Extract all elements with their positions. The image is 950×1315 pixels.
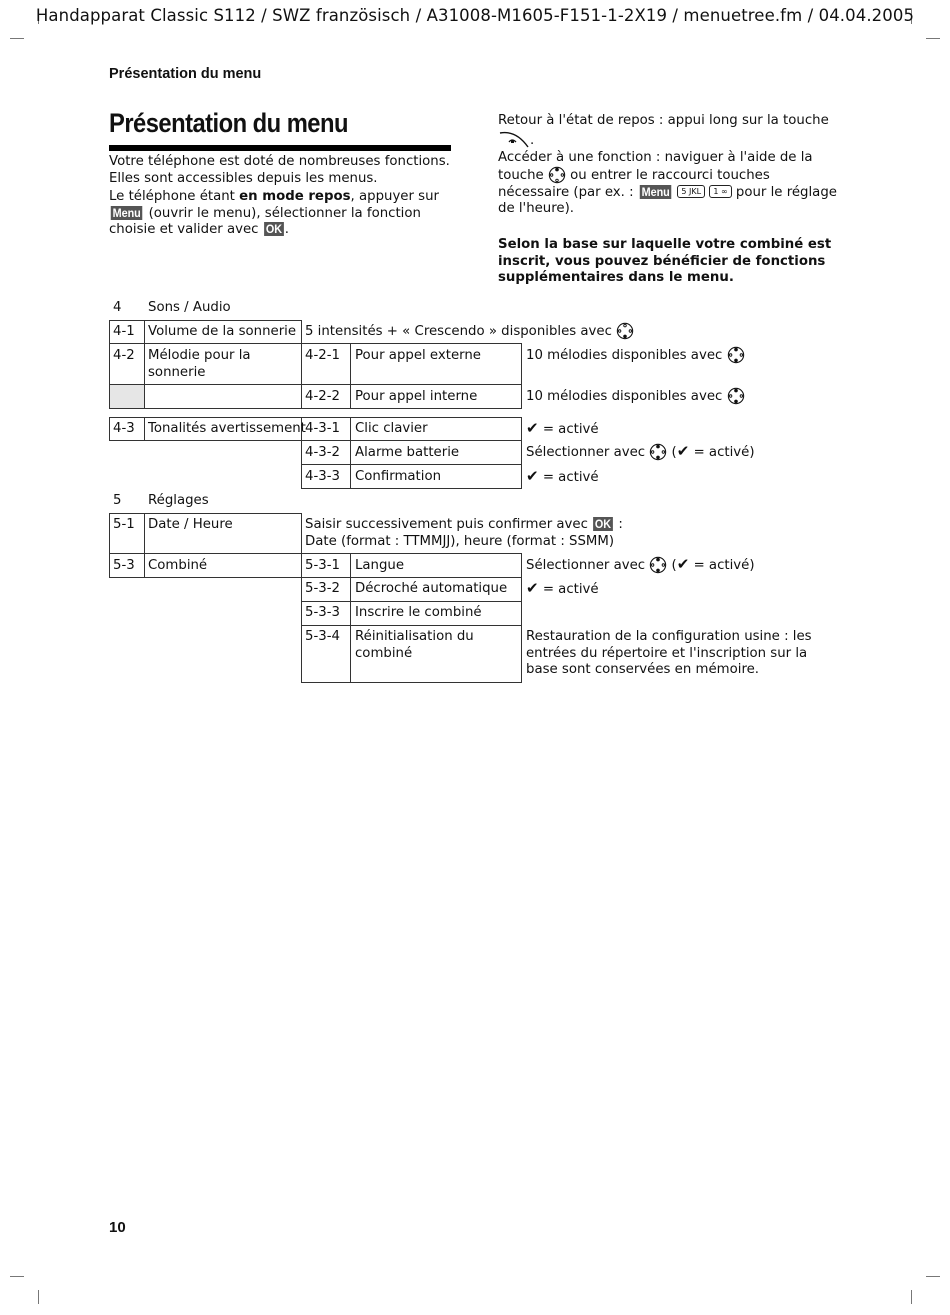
menu-4-3-3-desc: ✔ = activé <box>526 467 599 485</box>
menu-4-3-label: Tonalités avertissement <box>148 421 306 436</box>
menu-5-1-label: Date / Heure <box>148 517 233 532</box>
menu-4-2-1-number: 4-2-1 <box>305 348 340 363</box>
crop-mark <box>38 1290 39 1304</box>
menu-4-3-1-desc: ✔ = activé <box>526 419 599 437</box>
intro-text-2: Le téléphone étant en mode repos, appuyer sur Menu (ouvrir le menu), sélectionner la fonction choisie et valider avec OK . <box>109 189 440 238</box>
key-5-icon: 5 JKL <box>677 185 705 198</box>
check-icon: ✔ <box>676 555 690 573</box>
menu-key-icon: Menu <box>641 184 670 199</box>
menu-4-3-1-label: Clic clavier <box>355 421 428 436</box>
menu-5-1-number: 5-1 <box>113 517 135 532</box>
menu-4-2-1-label: Pour appel externe <box>355 348 481 363</box>
key-1-icon: 1 ∞ <box>709 185 731 198</box>
menu-5-3-3-number: 5-3-3 <box>305 605 340 620</box>
menu-5-3-1-label: Langue <box>355 558 405 573</box>
menu-4-2-1-desc: 10 mélodies disponibles avec <box>526 346 745 365</box>
function-access-text: Accéder à une fonction : naviguer à l'aide de la touche ou entrer le raccourci touches nécessaire (par ex. : Menu 5 JKL 1 ∞ pour le réglage de l'heure). <box>498 149 837 217</box>
page-number: 10 <box>109 1219 126 1236</box>
intro-paragraph <box>109 154 454 239</box>
menu-5-3-1-number: 5-3-1 <box>305 558 340 573</box>
menu-5-3-label: Combiné <box>148 558 208 573</box>
navigation-key-icon <box>649 443 667 461</box>
idle-return-text: Retour à l'état de repos : appui long sur la touche . <box>498 113 829 148</box>
base-note: Selon la base sur laquelle votre combiné est inscrit, vous pouvez bénéficier de fonctions supplémentaires dans le menu. <box>498 236 832 286</box>
menu-5-3-4-number: 5-3-4 <box>305 629 340 644</box>
crop-mark <box>911 1290 912 1304</box>
check-icon: ✔ <box>526 467 539 485</box>
table-cell-shaded <box>109 384 145 409</box>
menu-5-3-4-label: Réinitialisation du combiné <box>355 629 474 661</box>
section-4-number: 4 <box>113 300 122 315</box>
menu-4-1-number: 4-1 <box>113 324 135 339</box>
menu-4-1-label: Volume de la sonnerie <box>148 324 297 339</box>
end-call-key-icon <box>498 130 530 150</box>
check-icon: ✔ <box>526 579 539 597</box>
menu-4-2-2-label: Pour appel interne <box>355 389 478 404</box>
document-header: Handapparat Classic S112 / SWZ französisch / A31008-M1605-F151-1-2X19 / menuetree.fm / 04.04.2005 <box>35 6 915 25</box>
ok-key-icon: OK <box>595 517 612 531</box>
menu-4-3-2-number: 4-3-2 <box>305 445 340 460</box>
menu-4-3-number: 4-3 <box>113 421 135 436</box>
navigation-key-icon <box>649 556 667 574</box>
menu-5-1-desc: Saisir successivement puis confirmer avec OK : Date (format : TTMMJJ), heure (format : SSMM) <box>305 517 623 549</box>
check-icon: ✔ <box>526 419 539 437</box>
idle-mode-text: en mode repos <box>239 189 351 205</box>
menu-5-3-2-desc: ✔ = activé <box>526 579 599 597</box>
menu-5-3-3-label: Inscrire le combiné <box>355 605 482 620</box>
table-cell <box>144 384 302 409</box>
navigation-key-icon <box>727 387 745 405</box>
crop-mark <box>10 38 24 39</box>
menu-5-3-number: 5-3 <box>113 558 135 573</box>
menu-4-3-3-number: 4-3-3 <box>305 469 340 484</box>
menu-4-3-3-label: Confirmation <box>355 469 442 484</box>
navigation-key-icon <box>727 346 745 364</box>
menu-5-3-2-number: 5-3-2 <box>305 581 340 596</box>
section-4-label: Sons / Audio <box>148 300 231 315</box>
crop-mark <box>926 1276 940 1277</box>
right-paragraph <box>498 113 843 287</box>
menu-4-2-number: 4-2 <box>113 348 135 363</box>
ok-key-icon: OK <box>265 222 282 237</box>
menu-5-3-4-desc: Restauration de la configuration usine : les entrées du répertoire et l'inscription sur la base sont conservées en mémoire. <box>526 629 812 677</box>
title-rule <box>109 145 451 151</box>
menu-5-3-1-desc: Sélectionner avec (✔ = activé) <box>526 555 755 573</box>
menu-4-1-desc: 5 intensités + « Crescendo » disponibles avec <box>305 322 634 341</box>
crop-mark <box>10 1276 24 1277</box>
menu-4-3-2-desc: Sélectionner avec (✔ = activé) <box>526 442 755 460</box>
navigation-key-icon <box>616 322 634 340</box>
crop-mark <box>926 38 940 39</box>
menu-4-2-2-number: 4-2-2 <box>305 389 340 404</box>
menu-key-icon: Menu <box>112 205 141 220</box>
section-5-number: 5 <box>113 493 122 508</box>
page-title: Présentation du menu <box>109 108 348 138</box>
intro-text-1: Votre téléphone est doté de nombreuses fonctions. Elles sont accessibles depuis les menus. <box>109 154 450 186</box>
section-5-label: Réglages <box>148 493 209 508</box>
menu-4-3-2-label: Alarme batterie <box>355 445 460 460</box>
navigation-key-icon <box>548 166 566 184</box>
menu-5-3-2-label: Décroché automatique <box>355 581 508 596</box>
menu-4-2-label: Mélodie pour la sonnerie <box>148 348 251 380</box>
menu-4-3-1-number: 4-3-1 <box>305 421 340 436</box>
check-icon: ✔ <box>676 442 690 460</box>
menu-4-2-2-desc: 10 mélodies disponibles avec <box>526 387 745 406</box>
running-head: Présentation du menu <box>109 66 262 82</box>
